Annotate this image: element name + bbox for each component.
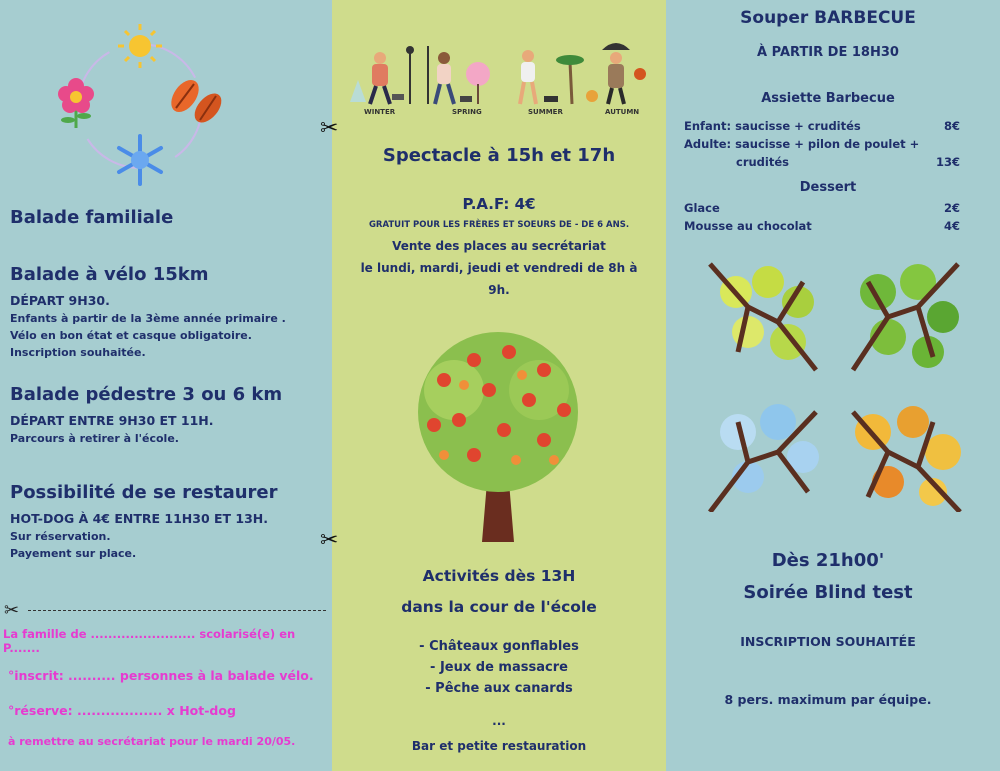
restaurer-hotdog: HOT-DOG À 4€ ENTRE 11H30 ET 13H. <box>10 511 269 526</box>
partir-heure: À PARTIR DE 18H30 <box>757 45 899 60</box>
activites-title-1: Activités dès 13H <box>422 567 576 585</box>
menu-price: 8€ <box>943 119 960 133</box>
restaurer-line: Payement sur place. <box>10 547 137 560</box>
activites-list <box>332 636 666 699</box>
dessert-price: 4€ <box>943 219 960 233</box>
assiette-title: Assiette Barbecue <box>761 91 895 106</box>
dessert-price: 2€ <box>943 201 960 215</box>
bar-restauration: Bar et petite restauration <box>411 739 587 753</box>
menu-row <box>684 155 960 169</box>
flower-icon <box>58 78 94 128</box>
middle-panel <box>320 0 666 771</box>
dessert-item: Glace <box>684 201 720 215</box>
four-season-branches-illustration <box>708 262 962 512</box>
dessert-row <box>684 201 960 215</box>
scissors-icon: ✂ <box>320 528 339 553</box>
form-remettre: à remettre au secrétariat pour le mardi 20/05. <box>8 735 296 748</box>
list-item: - Châteaux gonflables <box>419 639 579 654</box>
form-famille: La famille de ........................ scolarisé(e) en P....... <box>3 627 296 655</box>
menu-item: crudités <box>736 155 789 169</box>
menu-row <box>684 137 960 151</box>
winter-branch-icon <box>710 404 819 512</box>
dessert-title: Dessert <box>799 180 857 195</box>
balade-familiale-heading: Balade familiale <box>10 207 174 228</box>
season-label: SUMMER <box>528 108 563 116</box>
autumn-leaves-icon <box>166 75 227 128</box>
restaurer-line: Sur réservation. <box>10 530 111 543</box>
winter-walker-icon <box>350 46 414 104</box>
velo-line: Enfants à partir de la 3ème année primaire . <box>10 312 286 325</box>
season-label: AUTUMN <box>605 108 640 116</box>
spectacle-title: Spectacle à 15h et 17h <box>382 145 616 166</box>
restaurer-details <box>10 528 136 562</box>
restaurer-title: Possibilité de se restaurer <box>10 482 278 503</box>
velo-title: Balade à vélo 15km <box>10 264 209 285</box>
list-item: - Pêche aux canards <box>425 681 573 696</box>
inscription-souhaitee: INSCRIPTION SOUHAITÉE <box>740 634 916 649</box>
menu-price: 13€ <box>935 155 960 169</box>
velo-details <box>10 310 286 361</box>
menu-item: Enfant: saucisse + crudités <box>684 119 861 133</box>
pedestre-depart: DÉPART ENTRE 9H30 ET 11H. <box>10 413 214 428</box>
scissors-icon: ✂ <box>4 600 20 621</box>
form-inscrit: °inscrit: .......... personnes à la balade vélo. <box>8 668 314 683</box>
velo-line: Vélo en bon état et casque obligatoire. <box>10 329 252 342</box>
des-21h: Dès 21h00' <box>771 550 885 571</box>
form-reserve: °réserve: .................. x Hot-dog <box>8 703 236 718</box>
apple-tree-illustration <box>404 330 590 542</box>
vente-line: 9h. <box>488 283 510 297</box>
blind-test-title: Soirée Blind test <box>743 582 913 603</box>
pedestre-line: Parcours à retirer à l'école. <box>10 432 179 445</box>
vente-line: le lundi, mardi, jeudi et vendredi de 8h à <box>360 261 638 275</box>
snowflake-icon <box>119 136 161 184</box>
souper-title: Souper BARBECUE <box>740 8 916 28</box>
spring-walker-icon <box>428 46 490 104</box>
summer-walker-icon <box>520 50 584 104</box>
velo-line: Inscription souhaitée. <box>10 346 146 359</box>
list-item: - Jeux de massacre <box>430 660 568 675</box>
spring-branch-icon <box>710 264 818 372</box>
paf: P.A.F: 4€ <box>462 195 536 213</box>
dessert-row <box>684 219 960 233</box>
menu-item: Adulte: saucisse + pilon de poulet + <box>684 137 920 151</box>
gratuit-note: GRATUIT POUR LES FRÈRES ET SOEURS DE - DE 6 ANS. <box>368 220 630 230</box>
activites-title-2: dans la cour de l'école <box>401 598 597 616</box>
max-equipe: 8 pers. maximum par équipe. <box>724 692 932 707</box>
vente-line: Vente des places au secrétariat <box>392 239 606 253</box>
autumn-branch-icon <box>853 406 961 512</box>
velo-depart: DÉPART 9H30. <box>10 293 110 308</box>
menu-row <box>684 119 960 133</box>
ellipsis: ... <box>492 714 506 728</box>
season-label: WINTER <box>364 108 396 116</box>
vente-info <box>332 235 666 301</box>
season-label: SPRING <box>452 108 482 116</box>
seasons-cycle-illustration <box>48 16 238 188</box>
scissors-icon: ✂ <box>320 116 339 141</box>
dessert-item: Mousse au chocolat <box>684 219 812 233</box>
pedestre-title: Balade pédestre 3 ou 6 km <box>10 384 283 405</box>
left-panel <box>0 0 332 771</box>
cut-line <box>28 610 326 611</box>
summer-branch-icon <box>853 264 959 370</box>
autumn-walker-icon <box>586 43 646 104</box>
